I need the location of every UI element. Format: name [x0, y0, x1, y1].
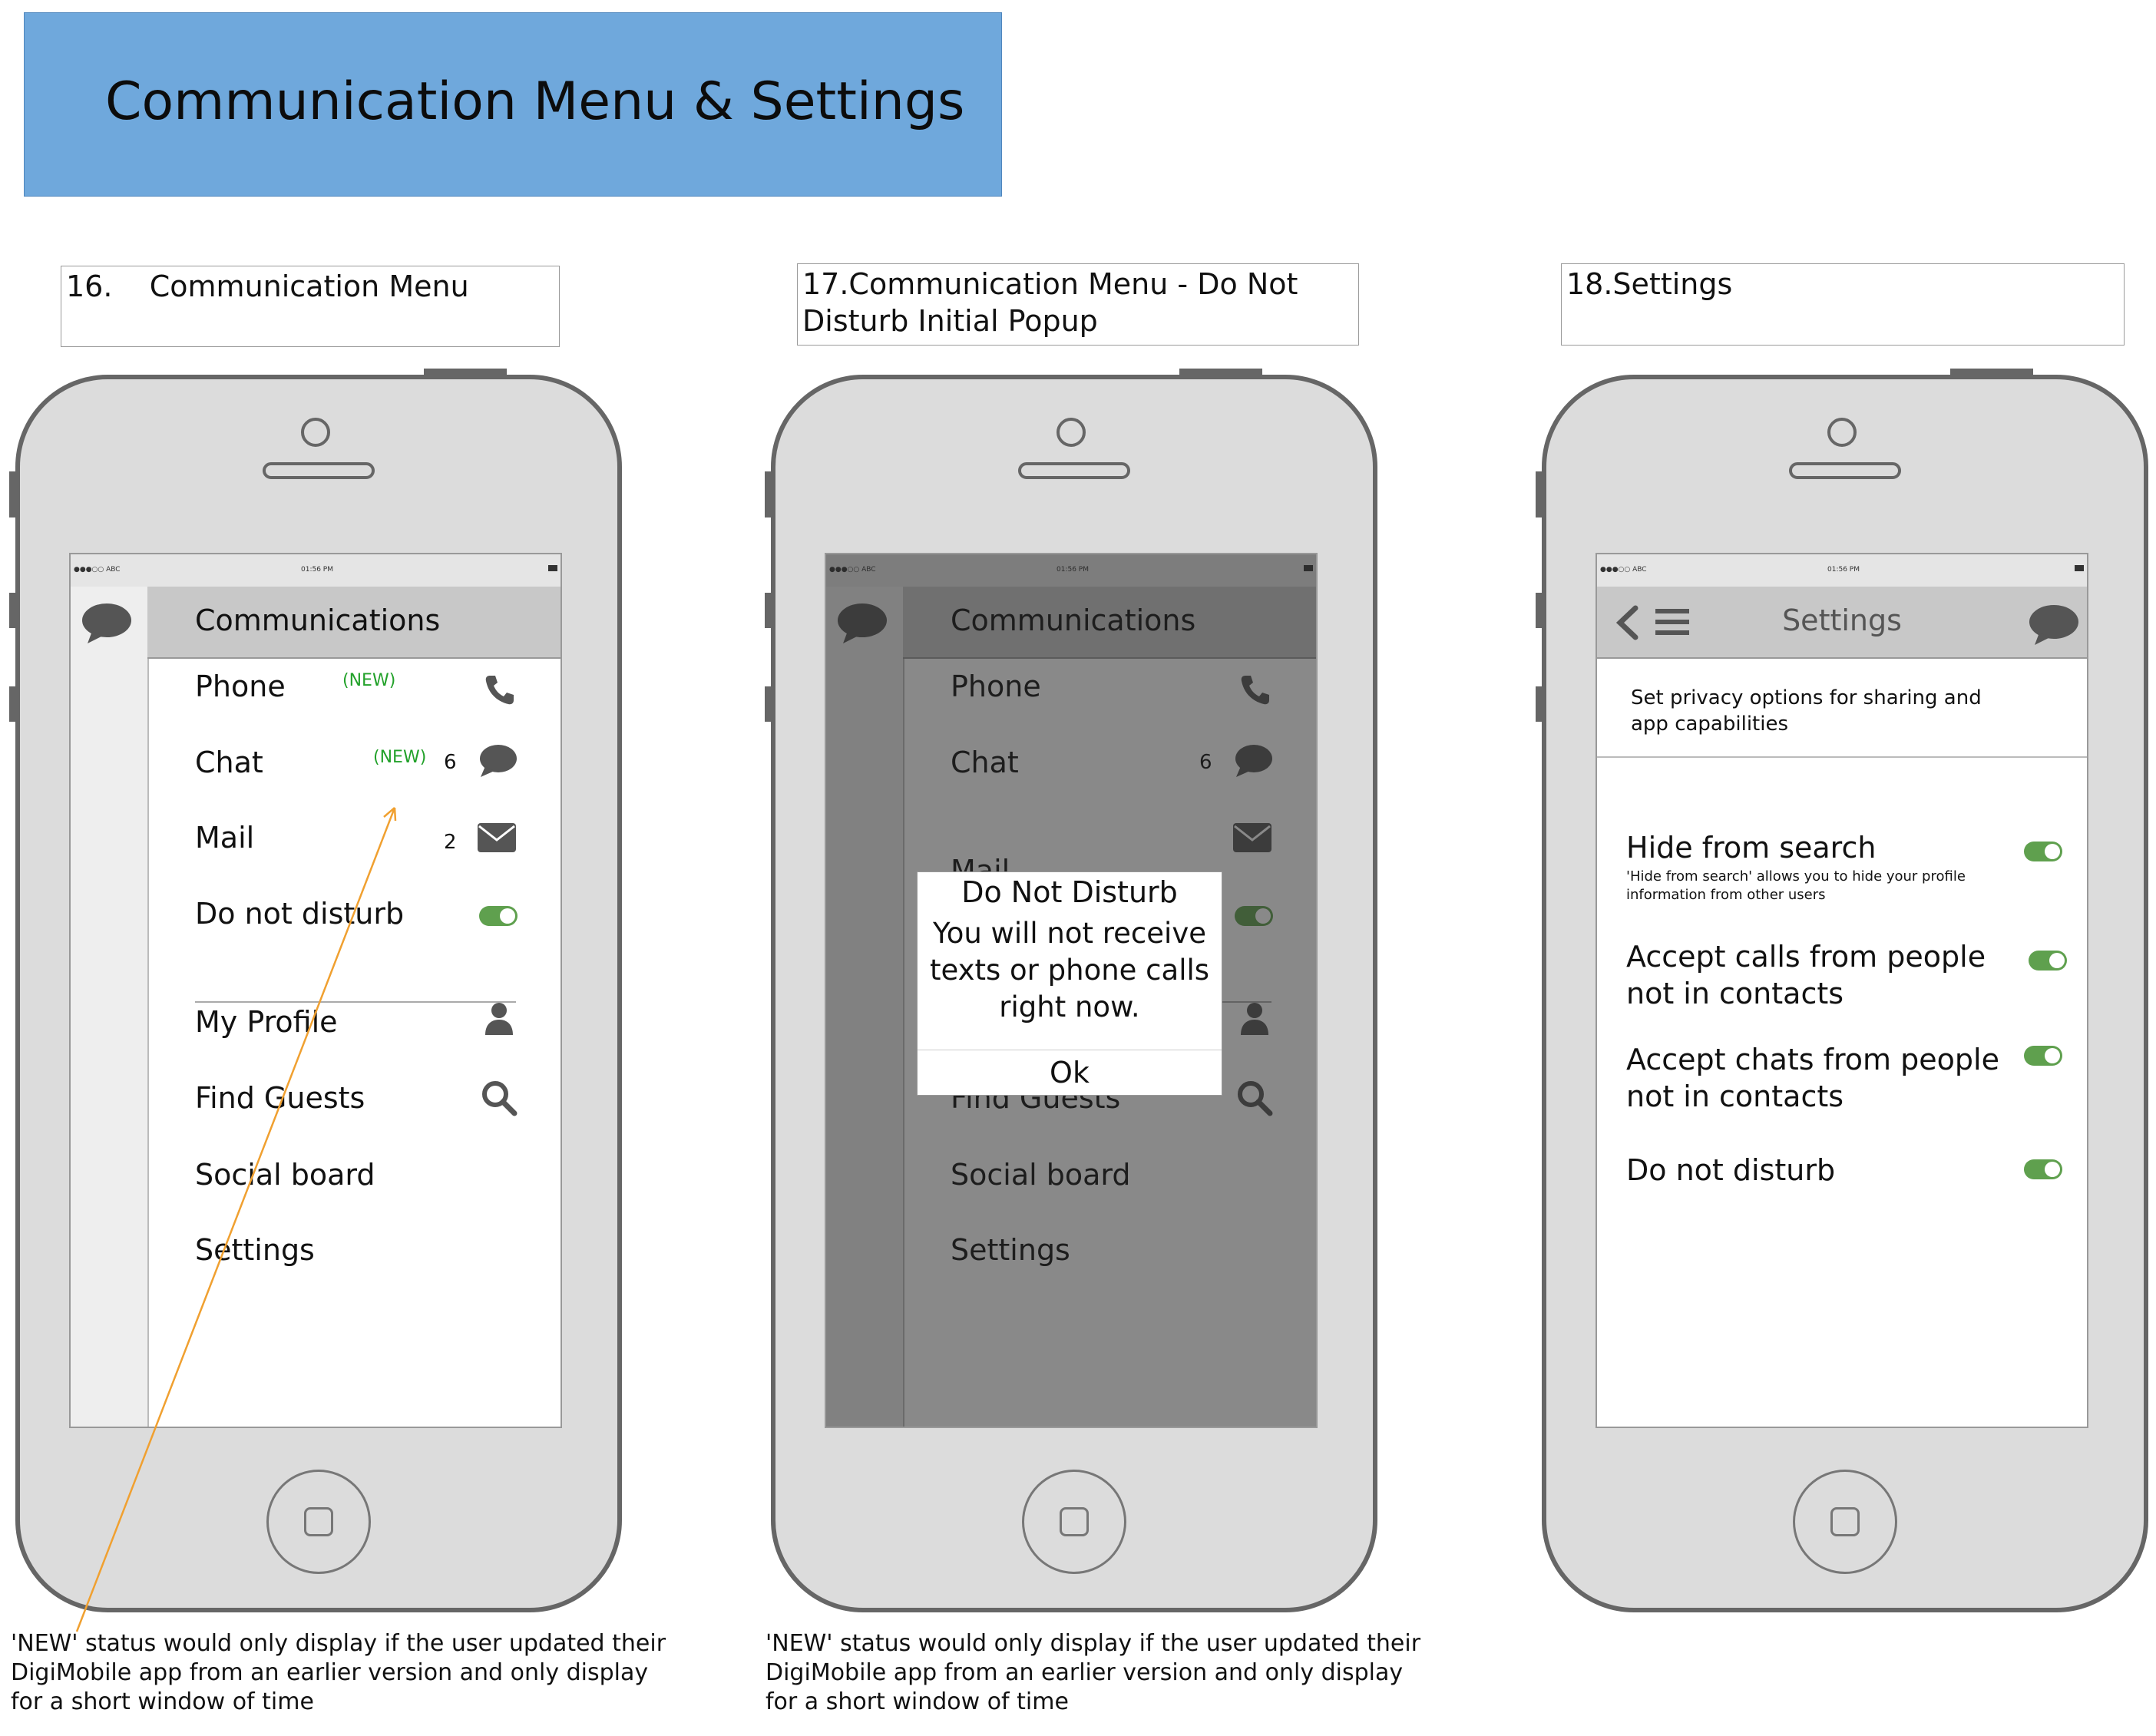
- status-bar: [1597, 554, 2087, 587]
- menu-item-label: Mail: [195, 821, 255, 855]
- do-not-disturb-popup: [917, 871, 1222, 1096]
- do-not-disturb-toggle[interactable]: [2024, 1159, 2062, 1179]
- note-line: 'NEW' status would only display if the user updated their: [11, 1630, 666, 1657]
- settings-header: [1597, 587, 2087, 659]
- settings-intro: [1631, 685, 1982, 737]
- note-line: DigiMobile app from an earlier version and only display: [766, 1659, 1404, 1686]
- screen-dnd-popup: [825, 553, 1318, 1428]
- accept-calls-toggle[interactable]: [2029, 951, 2067, 971]
- menu-item-label: Social board: [195, 1158, 375, 1192]
- menu-item-label: My Profile: [195, 1005, 338, 1039]
- setting-help-text: [1626, 868, 1966, 904]
- new-badge: (NEW): [342, 671, 396, 690]
- carrier-label: ●●●○○ ABC: [1600, 566, 1647, 574]
- earpiece-speaker: [1789, 462, 1901, 479]
- popup-message-line: right now.: [999, 990, 1140, 1023]
- home-button-square: [1060, 1507, 1089, 1536]
- front-camera: [1827, 418, 1857, 447]
- status-time: 01:56 PM: [301, 566, 333, 574]
- home-button[interactable]: [1793, 1470, 1897, 1574]
- screen-settings: [1596, 553, 2088, 1428]
- setting-label-line: not in contacts: [1626, 1080, 1844, 1113]
- setting-label: Hide from search: [1626, 831, 1877, 865]
- accept-chats-toggle[interactable]: [2024, 1046, 2062, 1066]
- hide-from-search-toggle[interactable]: [2024, 842, 2062, 861]
- settings-title: Settings: [1782, 603, 1902, 637]
- carrier-label: ●●●○○ ABC: [74, 566, 121, 574]
- setting-label-line: not in contacts: [1626, 977, 1844, 1010]
- settings-divider: [1597, 756, 2087, 758]
- caption-16-text: 16. Communication Menu: [66, 269, 469, 303]
- popup-message-line: texts or phone calls: [929, 954, 1210, 987]
- menu-item-label: Find Guests: [195, 1081, 365, 1115]
- power-button: [1179, 369, 1262, 375]
- home-button[interactable]: [1022, 1470, 1126, 1574]
- status-time: 01:56 PM: [1827, 566, 1860, 574]
- menu-item-label: Chat: [195, 746, 263, 779]
- note-new-status-17: [766, 1629, 1420, 1717]
- caption-18-text: 18.Settings: [1566, 267, 1733, 301]
- setting-label-line: Accept calls from people: [1626, 940, 1986, 974]
- popup-title: Do Not Disturb: [961, 875, 1178, 909]
- note-line: for a short window of time: [11, 1688, 314, 1715]
- note-line: for a short window of time: [766, 1688, 1069, 1715]
- menu-item-label: Do not disturb: [195, 897, 405, 931]
- chat-bubble-icon[interactable]: [2029, 603, 2079, 650]
- popup-message: [918, 915, 1222, 1026]
- phone-mockup-18: [1542, 375, 2148, 1612]
- setting-help-line: 'Hide from search' allows you to hide your profile: [1626, 868, 1966, 885]
- volume-up-button: [765, 593, 771, 628]
- note-new-status-16: [11, 1629, 666, 1717]
- caption-17-line2: Disturb Initial Popup: [802, 304, 1098, 338]
- new-badge: (NEW): [373, 748, 427, 767]
- unread-count: 6: [444, 751, 457, 774]
- settings-intro-line: Set privacy options for sharing and: [1631, 686, 1982, 709]
- menu-header-title: Communications: [195, 603, 441, 637]
- popup-message-line: You will not receive: [933, 917, 1206, 950]
- mute-switch: [765, 471, 771, 517]
- volume-down-button: [1536, 686, 1542, 722]
- power-button: [1950, 369, 2033, 375]
- menu-item-label: Settings: [195, 1233, 315, 1267]
- setting-label-line: Accept chats from people: [1626, 1043, 1999, 1076]
- battery-icon: [2075, 565, 2084, 571]
- phone-mockup-17: [771, 375, 1377, 1612]
- note-line: DigiMobile app from an earlier version and only display: [11, 1659, 649, 1686]
- front-camera: [1057, 418, 1086, 447]
- note-line: 'NEW' status would only display if the user updated their: [766, 1630, 1421, 1657]
- setting-help-line: information from other users: [1626, 887, 1826, 903]
- volume-up-button: [1536, 593, 1542, 628]
- page-title: Communication Menu & Settings: [105, 71, 965, 132]
- caption-17-line1: 17.Communication Menu - Do Not: [802, 267, 1298, 301]
- earpiece-speaker: [1018, 462, 1130, 479]
- menu-item-label: Phone: [195, 670, 286, 703]
- setting-label: Do not disturb: [1626, 1153, 1836, 1187]
- home-button-square: [1830, 1507, 1860, 1536]
- unread-count: 2: [444, 831, 457, 854]
- popup-ok-button[interactable]: Ok: [918, 1050, 1222, 1095]
- volume-down-button: [765, 686, 771, 722]
- mute-switch: [1536, 471, 1542, 517]
- settings-intro-line: app capabilities: [1631, 713, 1789, 736]
- setting-label: [1626, 938, 1986, 1012]
- setting-label: [1626, 1041, 1999, 1115]
